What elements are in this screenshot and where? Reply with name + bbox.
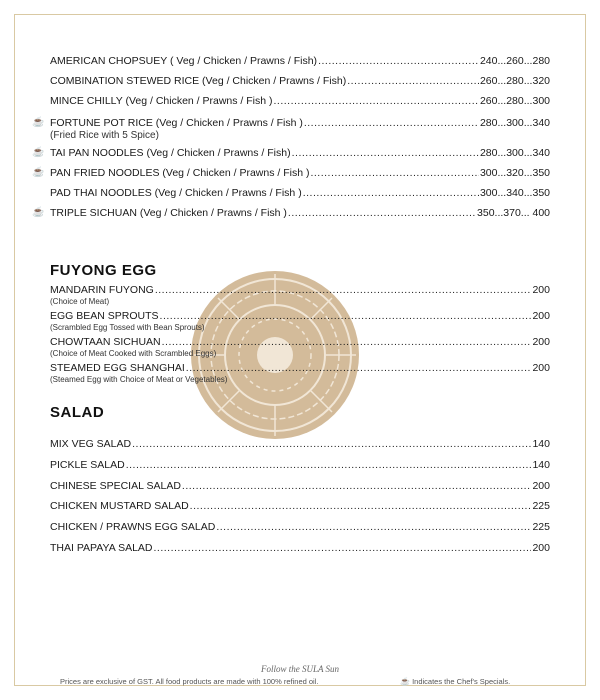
item-price: 260...280...300 [479,95,550,107]
item-name: TRIPLE SICHUAN (Veg / Chicken / Prawns / Fish ) [50,207,287,219]
list-item [50,459,550,480]
chef-special-icon: ☕ [32,147,45,158]
item-name: CHICKEN MUSTARD SALAD [50,500,189,513]
item-name: MINCE CHILLY (Veg / Chicken / Prawns / Fish ) [50,95,273,107]
item-name: CHICKEN / PRAWNS EGG SALAD [50,521,216,534]
item-price: 260...280...320 [479,75,550,87]
chef-special-icon: ☕ [32,207,45,218]
item-description: (Choice of Meat Cooked with Scrambled Eggs) [50,349,217,358]
list-item [32,167,550,187]
item-price: 200 [532,310,550,322]
item-price: 280...300...340 [479,117,550,129]
list-item [32,207,550,227]
item-name: CHINESE SPECIAL SALAD [50,479,181,492]
item-price: 350...370... 400 [477,207,550,219]
chef-special-icon: ☕ [400,677,410,686]
item-name: COMBINATION STEWED RICE (Veg / Chicken / Prawns / Fish) [50,75,347,87]
item-name: STEAMED EGG SHANGHAI [50,362,185,374]
list-item [50,336,550,362]
section-heading-fuyong-egg: FUYONG EGG [50,262,157,279]
item-price: 225 [532,521,550,534]
item-name: PICKLE SALAD [50,458,125,471]
list-item [32,117,550,147]
item-name: MIX VEG SALAD [50,438,132,450]
list-item [50,55,550,75]
list-item [50,438,550,459]
list-item [50,75,550,95]
fuyong-egg-list [50,284,550,388]
item-price: 140 [532,438,550,450]
item-name: CHOWTAAN SICHUAN [50,336,161,348]
item-name: EGG BEAN SPROUTS [50,310,159,322]
item-price: 240...260...280 [479,55,550,67]
list-item [50,500,550,521]
item-price: 280...300...340 [479,147,550,159]
item-price: 200 [532,336,550,348]
salad-list [50,438,550,563]
list-item [32,147,550,167]
chinese-mains-list [32,55,550,227]
list-item [50,284,550,310]
chef-special-icon: ☕ [32,117,45,128]
item-price: 300...320...350 [479,167,550,179]
item-description: (Choice of Meat) [50,297,110,306]
item-description: (Fried Rice with 5 Spice) [50,130,159,141]
list-item [50,521,550,542]
item-name: PAN FRIED NOODLES (Veg / Chicken / Prawns / Fish ) [50,167,310,179]
footer-note: Prices are exclusive of GST. All food products are made with 100% refined oil. [60,677,319,686]
legend-text: Indicates the Chef's Specials. [412,677,511,686]
list-item [50,187,550,207]
item-name: FORTUNE POT RICE (Veg / Chicken / Prawns / Fish ) [50,117,303,129]
list-item [50,480,550,501]
item-price: 300...340...350 [479,187,550,199]
item-price: 225 [532,500,550,513]
item-description: (Steamed Egg with Choice of Meat or Vegetables) [50,375,228,384]
item-name: MANDARIN FUYONG [50,284,154,296]
item-name: AMERICAN CHOPSUEY ( Veg / Chicken / Prawns / Fish) [50,55,318,67]
item-name: TAI PAN NOODLES (Veg / Chicken / Prawns / Fish) [50,147,291,159]
chef-special-icon: ☕ [32,167,45,178]
item-name: THAI PAPAYA SALAD [50,541,153,554]
item-name: PAD THAI NOODLES (Veg / Chicken / Prawns / Fish ) [50,187,302,199]
item-price: 200 [532,284,550,296]
list-item [50,95,550,117]
item-price: 200 [532,362,550,374]
list-item [50,362,550,388]
section-heading-salad: SALAD [50,404,105,421]
list-item [50,542,550,563]
list-item [50,310,550,336]
item-price: 200 [532,479,550,492]
item-description: (Scrambled Egg Tossed with Bean Sprouts) [50,323,205,332]
footer-tagline: Follow the SULA Sun [260,664,340,674]
footer-legend [400,677,510,686]
item-price: 200 [532,541,550,554]
item-price: 140 [532,458,550,471]
